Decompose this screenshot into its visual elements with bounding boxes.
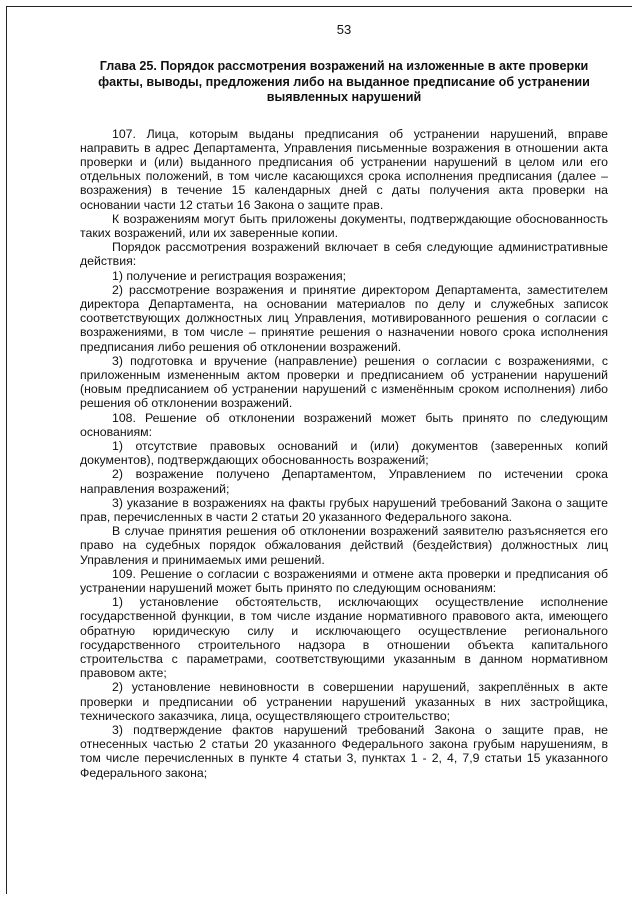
paragraph: 2) возражение получено Департаментом, Управлением по истечении срока направления возражений; xyxy=(80,467,608,496)
paragraph: 109. Решение о согласии с возражениями и отмене акта проверки и предписания об устранении нарушений может быть принято по следующим основаниям: xyxy=(80,566,608,595)
paragraph: 3) подтверждение фактов нарушений требований Закона о защите прав, не отнесенных частью 2 статьи 20 указанного Федерального закона грубым нарушениям, в том числе перечисленных в пункте 4 статьи 3, пунктах 1 - 2, 4, 7,9 статьи 15 указанного Федерального закона; xyxy=(80,723,608,780)
chapter-title: Глава 25. Порядок рассмотрения возражений на изложенные в акте проверки факты, выводы, предложения либо на выданное предписание об устранении выявленных нарушений xyxy=(98,59,590,104)
paragraph: 107. Лица, которым выданы предписания об устранении нарушений, вправе направить в адрес Департамента, Управления письменные возражения в отношении акта проверки и (или) выданного предписания об устранении нарушений в целом или его отдельных положений, в том числе касающихся срока исполнения предписания (далее – возражения) в течение 15 календарных дней с даты получения акта проверки на основании части 12 статьи 16 Закона о защите прав. xyxy=(80,126,608,212)
paragraph: 2) рассмотрение возражения и принятие директором Департамента, заместителем директора Департамента, на основании материалов по делу и служебных записок соответствующих должностных лиц Управления, мотивированного решения о согласии с возражениями, в том числе – принятие решения о назначении нового срока исполнения предписания либо решения об отклонении возражений. xyxy=(80,282,608,354)
paragraph: Порядок рассмотрения возражений включает в себя следующие административные действия: xyxy=(80,240,608,269)
paragraph: 3) указание в возражениях на факты грубых нарушений требований Закона о защите прав, перечисленных в части 2 статьи 20 указанного Федерального закона. xyxy=(80,495,608,524)
paragraph: 108. Решение об отклонении возражений может быть принято по следующим основаниям: xyxy=(80,410,608,439)
page-number: 53 xyxy=(336,22,352,37)
paragraph: 3) подготовка и вручение (направление) решения о согласии с возражениями, с приложенным измененным актом проверки и предписанием об устранении нарушений (новым предписанием об устранении нарушений с изменённым сроком исполнения) либо решения об отклонении возражений. xyxy=(80,353,608,411)
document-body xyxy=(80,127,608,780)
paragraph: 1) получение и регистрация возражения; xyxy=(112,268,347,283)
paragraph: 1) отсутствие правовых оснований и (или) документов (заверенных копий документов), подтверждающих обоснованность возражений; xyxy=(80,438,608,468)
paragraph: 1) установление обстоятельств, исключающих осуществление исполнение государственной функции, в том числе издание нормативного правового акта, имеющего обратную юридическую силу и исключающего осуществление регионального государственного строительного надзора в отношении объекта капитального строительства с параметрами, соответствующими указанным в данном нормативном правовом акте; xyxy=(80,595,608,681)
paragraph: К возражениям могут быть приложены документы, подтверждающие обоснованность таких возражений, или их заверенные копии. xyxy=(80,211,608,240)
paragraph: В случае принятия решения об отклонении возражений заявителю разъясняется его право на судебных порядок обжалования действий (бездействия) должностных лиц Управления и принимаемых ими решений. xyxy=(80,524,608,567)
document-page xyxy=(80,22,608,780)
paragraph: 2) установление невиновности в совершении нарушений, закреплённых в акте проверки и предписании об устранении нарушений указанных в них застройщика, технического заказчика, лица, осуществляющего строительство; xyxy=(80,680,608,723)
